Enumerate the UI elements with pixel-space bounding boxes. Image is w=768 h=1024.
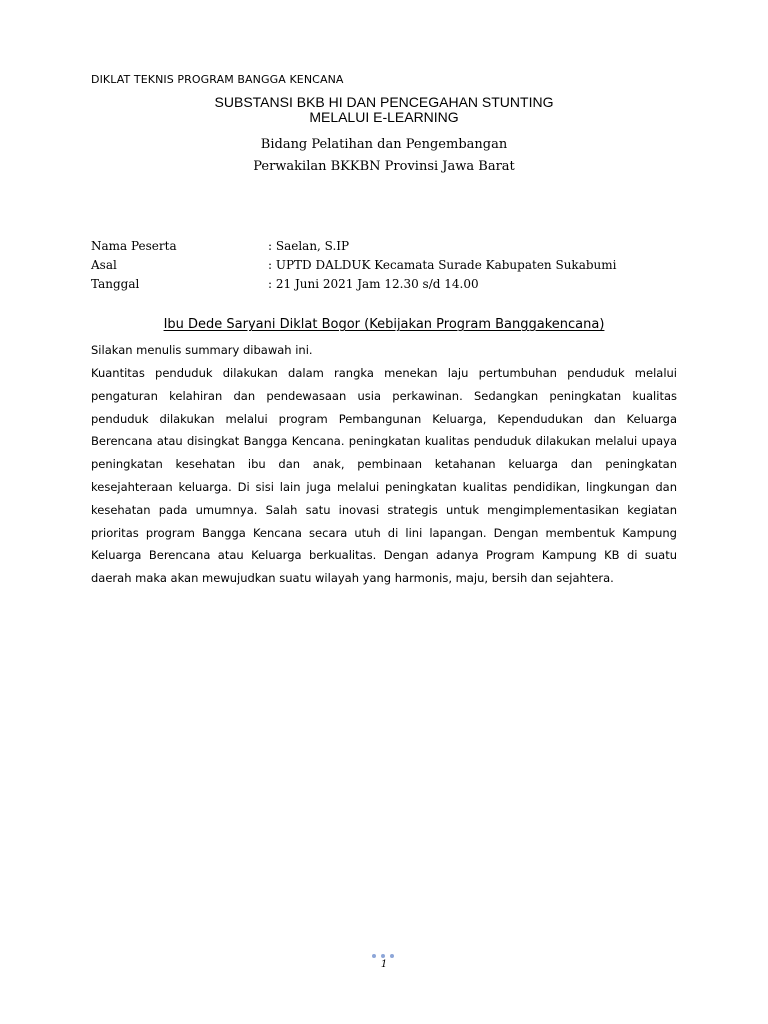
document-title xyxy=(0,95,768,125)
info-label: Nama Peserta xyxy=(91,239,177,253)
info-row-asal xyxy=(91,256,616,275)
info-value: : UPTD DALDUK Kecamata Surade Kabupaten Sukabumi xyxy=(268,258,617,272)
title-line-2: MELALUI E-LEARNING xyxy=(309,109,459,125)
info-value: : Saelan, S.IP xyxy=(268,239,350,253)
info-row-nama xyxy=(91,237,349,256)
subtitle-line-1: Bidang Pelatihan dan Pengembangan xyxy=(260,137,508,152)
subtitle-line-2: Perwakilan BKKBN Provinsi Jawa Barat xyxy=(253,159,515,174)
info-label: Tanggal xyxy=(91,277,140,291)
document-kicker: DIKLAT TEKNIS PROGRAM BANGGA KENCANA xyxy=(91,73,344,86)
info-row-tanggal xyxy=(91,275,479,294)
instruction-text: Silakan menulis summary dibawah ini. xyxy=(91,343,313,357)
info-label: Asal xyxy=(91,258,117,272)
info-value: : 21 Juni 2021 Jam 12.30 s/d 14.00 xyxy=(268,277,479,291)
document-subtitle xyxy=(0,134,768,178)
title-line-1: SUBSTANSI BKB HI DAN PENCEGAHAN STUNTING xyxy=(214,94,554,110)
summary-paragraph: Kuantitas penduduk dilakukan dalam rangka menekan laju pertumbuhan penduduk melalui pengaturan kelahiran dan pendewasaan usia perkawinan. Sedangkan peningkatan kualitas penduduk dilakukan melalui program Pembangunan Keluarga, Kependudukan dan Keluarga Berencana atau disingkat Bangga Kencana. peningkatan kualitas penduduk dilakukan melalui upaya peningkatan kesehatan ibu dan anak, pembinaan ketahanan keluarga dan peningkatan kesejahteraan keluarga. Di sisi lain juga melalui peningkatan kualitas pendidikan, lingkungan dan kesehatan pada umumnya. Salah satu inovasi strategis untuk mengimplementasikan kegiatan prioritas program Bangga Kencana secara utuh di lini lapangan. Dengan membentuk Kampung Keluarga Berencana atau Keluarga berkualitas. Dengan adanya Program Kampung KB di suatu daerah maka akan mewujudkan suatu wilayah yang harmonis, maju, bersih dan sejahtera. xyxy=(91,366,677,586)
page-number: 1 xyxy=(380,959,388,970)
section-heading: Ibu Dede Saryani Diklat Bogor (Kebijakan Program Banggakencana) xyxy=(163,317,605,332)
